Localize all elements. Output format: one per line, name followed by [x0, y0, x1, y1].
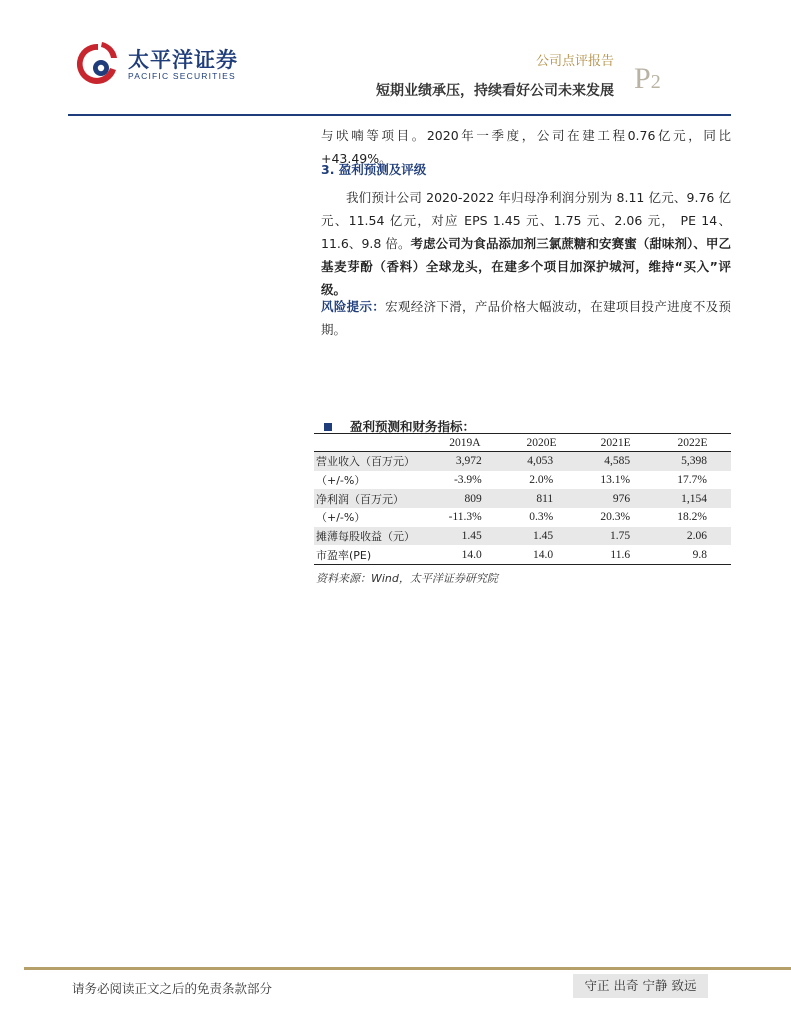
paragraph-forecast — [321, 186, 731, 301]
table-cell: 2.0% — [529, 474, 554, 487]
table-row — [314, 508, 731, 527]
report-type: 公司点评报告 — [535, 54, 614, 69]
table-cell: 1.45 — [424, 527, 506, 546]
table-cell: 1.75 — [577, 527, 654, 546]
table-cell: 18.2% — [677, 511, 707, 524]
table-cell: 1.45 — [506, 527, 577, 546]
table-cell: 4,053 — [506, 452, 577, 471]
forecast-text: 我们预计公司 2020-2022 年归母净利润分别为 8.11 亿元、9.76 亿元、11.54 亿元，对应 EPS 1.45 元、1.75 元、2.06 元， PE 14、11.6、9.8 倍。 — [321, 190, 731, 251]
table-cell: 1,154 — [654, 489, 731, 508]
table-header-cell: 2020E — [506, 434, 577, 452]
disclaimer-note: 请务必阅读正文之后的免责条款部分 — [72, 981, 273, 996]
section-title-forecast: 3. 盈利预测及评级 — [321, 162, 427, 177]
company-motto: 守正 出奇 宁静 致远 — [573, 974, 708, 998]
table-header-row — [314, 434, 731, 452]
table-header-cell: 2022E — [654, 434, 731, 452]
table-cell: 5,398 — [654, 452, 731, 471]
risk-label: 风险提示： — [321, 299, 386, 314]
rating-text: 考虑公司为食品添加剂三氯蔗糖和安赛蜜（甜味剂）、甲乙基麦芽酚（香料）全球龙头，在建多个项目加深护城河，维持“买入”评级。 — [321, 236, 731, 297]
table-cell: 3,972 — [424, 452, 506, 471]
logo-english-name: PACIFIC SECURITIES — [128, 71, 236, 81]
row-label: （+/-%） — [316, 511, 366, 525]
company-logo — [76, 40, 236, 90]
table-cell: 809 — [424, 489, 506, 508]
table-title-text: 盈利预测和财务指标： — [350, 419, 476, 434]
table-cell: 2.06 — [654, 527, 731, 546]
table-cell: 14.0 — [506, 545, 577, 564]
row-label: （+/-%） — [316, 474, 366, 488]
table-cell: 0.3% — [529, 511, 554, 524]
risk-text: 宏观经济下滑，产品价格大幅波动，在建项目投产进度不及预期。 — [321, 299, 731, 337]
pacific-logo-icon — [76, 40, 120, 88]
page-digit: 2 — [650, 71, 661, 93]
table-header-cell: 2021E — [577, 434, 654, 452]
table-row — [314, 471, 731, 490]
table-cell: 9.8 — [654, 545, 731, 564]
row-label: 营业收入（百万元） — [314, 452, 424, 471]
row-label: 摊薄每股收益（元） — [314, 527, 424, 546]
report-headline: 短期业绩承压，持续看好公司未来发展 — [376, 83, 614, 99]
table-header-cell: 2019A — [424, 434, 506, 452]
bullet-square-icon — [324, 423, 332, 431]
table-cell: 14.0 — [424, 545, 506, 564]
table-row — [314, 489, 731, 508]
header-divider — [68, 114, 731, 116]
row-label: 净利润（百万元） — [314, 489, 424, 508]
row-label: 市盈率(PE) — [314, 545, 424, 564]
table-cell: 11.6 — [577, 545, 654, 564]
table-row — [314, 452, 731, 471]
table-cell: 811 — [506, 489, 577, 508]
table-row — [314, 545, 731, 564]
table-source-note: 资料来源：Wind，太平洋证券研究院 — [316, 572, 498, 585]
page-letter: P — [634, 62, 651, 95]
page-number — [634, 62, 661, 96]
paragraph-risk — [321, 295, 731, 341]
table-cell: -3.9% — [453, 474, 482, 487]
logo-chinese-name: 太平洋证券 — [128, 48, 238, 72]
table-cell: -11.3% — [448, 511, 482, 524]
paragraph-construction: 与吠喃等项目。2020年一季度，公司在建工程0.76亿元，同比+43.49%。 — [321, 128, 731, 166]
table-row — [314, 527, 731, 546]
table-cell: 13.1% — [600, 474, 631, 487]
table-header-cell — [314, 434, 424, 452]
table-cell: 4,585 — [577, 452, 654, 471]
table-cell: 17.7% — [677, 474, 707, 487]
financial-forecast-table — [314, 433, 731, 565]
table-cell: 20.3% — [600, 511, 631, 524]
table-cell: 976 — [577, 489, 654, 508]
footer-divider — [24, 967, 791, 970]
